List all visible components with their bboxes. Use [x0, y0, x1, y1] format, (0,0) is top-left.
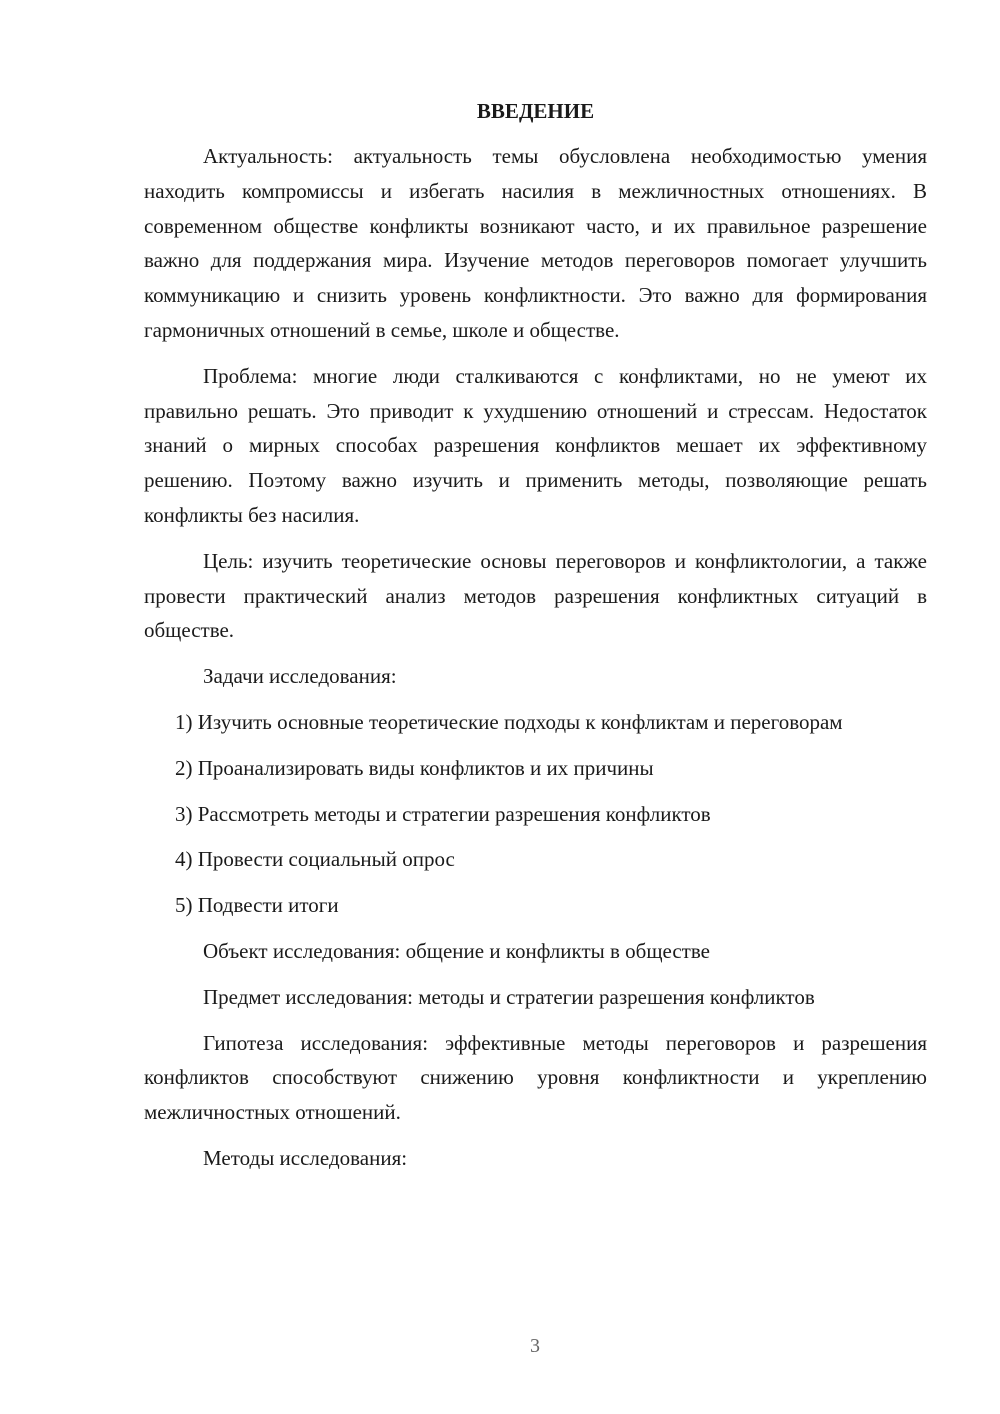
page-content: [144, 94, 927, 1187]
subject-paragraph: Предмет исследования: методы и стратегии разрешения конфликтов: [203, 984, 815, 1009]
problem-paragraph: Проблема: многие люди сталкиваются с конфликтами, но не умеют их правильно решать. Это приводит к ухудшению отношений и стрессам. Недостаток знаний о мирных способах разрешения конфликтов мешает их эффективному решению. Поэтому важно изучить и применить методы, позволяющие решать конфликты без насилия.: [144, 363, 927, 527]
task-item-2: 2) Проанализировать виды конфликтов и их причины: [175, 755, 654, 780]
page-number: 3: [530, 1335, 540, 1357]
object-paragraph: Объект исследования: общение и конфликты в обществе: [203, 938, 710, 963]
task-item-3: 3) Рассмотреть методы и стратегии разрешения конфликтов: [175, 801, 711, 826]
hypothesis-paragraph: Гипотеза исследования: эффективные методы переговоров и разрешения конфликтов способствуют снижению уровня конфликтности и укреплению межличностных отношений.: [144, 1030, 927, 1125]
section-title: ВВЕДЕНИЕ: [476, 99, 595, 123]
methods-heading: Методы исследования:: [203, 1145, 408, 1170]
task-item-1: 1) Изучить основные теоретические подходы к конфликтам и переговорам: [175, 709, 843, 734]
task-item-5: 5) Подвести итоги: [175, 893, 339, 918]
goal-paragraph: Цель: изучить теоретические основы переговоров и конфликтологии, а также провести практический анализ методов разрешения конфликтных ситуаций в обществе.: [144, 548, 927, 643]
task-item-4: 4) Провести социальный опрос: [175, 847, 455, 872]
tasks-heading: Задачи исследования:: [203, 664, 397, 689]
relevance-paragraph: Актуальность: актуальность темы обусловлена необходимостью умения находить компромиссы и избегать насилия в межличностных отношениях. В современном обществе конфликты возникают часто, и их правильное разрешение важно для поддержания мира. Изучение методов переговоров помогает улучшить коммуникацию и снизить уровень конфликтности. Это важно для формирования гармоничных отношений в семье, школе и обществе.: [144, 144, 927, 342]
